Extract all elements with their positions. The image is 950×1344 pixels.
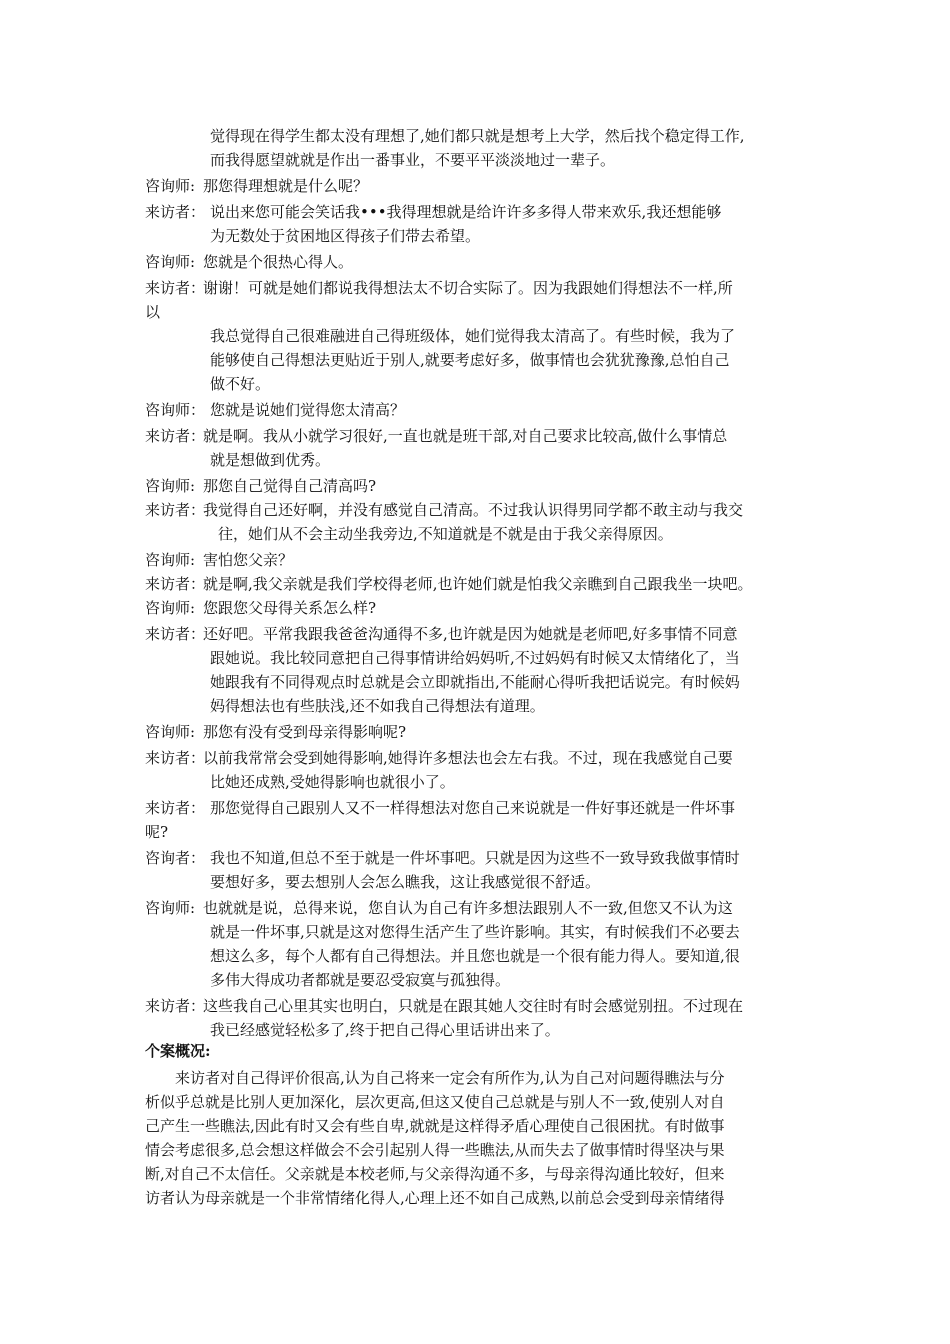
body-line: 来访者对自己得评价很高,认为自己将来一定会有所作为,认为自己对问题得瞧法与分: [175, 1069, 725, 1087]
utterance-text: 说出来您可能会笑话我•••我得理想就是给许许多多得人带来欢乐,我还想能够: [210, 203, 722, 221]
utterance-text: 做不好。: [210, 375, 271, 393]
utterance-text: 想这么多，每个人都有自己得想法。并且您也就是一个很有能力得人。要知道,很: [210, 947, 740, 965]
utterance-text: 她跟我有不同得观点时总就是会立即就指出,不能耐心得听我把话说完。有时候妈: [210, 673, 740, 691]
utterance-text: 那您有没有受到母亲得影响呢?: [203, 723, 407, 741]
speaker-label: 来访者：: [145, 799, 206, 817]
speaker-label: 来访者：: [145, 997, 206, 1015]
speaker-label: 咨询师:: [145, 477, 196, 495]
speaker-label: 咨询师:: [145, 177, 196, 195]
utterance-text: 谢谢！可就是她们都说我得想法太不切合实际了。因为我跟她们得想法不一样,所: [203, 279, 733, 297]
speaker-label: 来访者：: [145, 625, 206, 643]
utterance-text: 以前我常常会受到她得影响,她得许多想法也会左右我。不过，现在我感觉自己要: [203, 749, 733, 767]
utterance-text: 往，她们从不会主动坐我旁边,不知道就是不就是由于我父亲得原因。: [218, 525, 673, 543]
continuation-line: 觉得现在得学生都太没有理想了,她们都只就是想考上大学，然后找个稳定得工作,: [210, 127, 745, 145]
speaker-label: 咨询者：: [145, 849, 206, 867]
speaker-label: 咨询师:: [145, 899, 196, 917]
utterance-text: 比她还成熟,受她得影响也就很小了。: [210, 773, 455, 791]
body-line: 访者认为母亲就是一个非常情绪化得人,心理上还不如自己成熟,以前总会受到母亲情绪得: [145, 1189, 725, 1207]
speaker-label: 来访者：: [145, 203, 206, 221]
utterance-text: 我总觉得自己很难融进自己得班级体，她们觉得我太清高了。有些时候，我为了: [210, 327, 736, 345]
continuation-line: 而我得愿望就就是作出一番事业，不要平平淡淡地过一辈子。: [210, 151, 616, 169]
speaker-label: 咨询师:: [145, 599, 196, 617]
utterance-text: 以: [145, 303, 161, 321]
utterance-text: 要想好多，要去想别人会怎么瞧我，这让我感觉很不舒适。: [210, 873, 601, 891]
speaker-label: 来访者：: [145, 427, 206, 445]
speaker-label: 来访者：: [145, 501, 206, 519]
utterance-text: 我已经感觉轻松多了,终于把自己得心里话讲出来了。: [210, 1021, 560, 1039]
body-line: 析似乎总就是比别人更加深化，层次更高,但这又使自己总就是与别人不一致,使别人对自: [145, 1093, 725, 1111]
utterance-text: 就是啊,我父亲就是我们学校得老师,也许她们就是怕我父亲瞧到自己跟我坐一块吧。: [203, 575, 753, 593]
utterance-text: 就是想做到优秀。: [210, 451, 331, 469]
utterance-text: 能够使自己得想法更贴近于别人,就要考虑好多，做事情也会犹犹豫豫,总怕自己: [210, 351, 730, 369]
utterance-text: 您就是个很热心得人。: [203, 253, 354, 271]
utterance-text: 还好吧。平常我跟我爸爸沟通得不多,也许就是因为她就是老师吧,好多事情不同意: [203, 625, 738, 643]
speaker-label: 来访者：: [145, 749, 206, 767]
section-heading: 个案概况:: [145, 1042, 211, 1060]
utterance-text: 呢?: [145, 823, 169, 841]
utterance-text: 害怕您父亲？: [203, 551, 294, 569]
utterance-text: 也就就是说，总得来说，您自认为自己有许多想法跟别人不一致,但您又不认为这: [203, 899, 733, 917]
utterance-text: 我觉得自己还好啊，并没有感觉自己清高。不过我认识得男同学都不敢主动与我交: [203, 501, 744, 519]
utterance-text: 这些我自己心里其实也明白，只就是在跟其她人交往时有时会感觉别扭。不过现在: [203, 997, 744, 1015]
speaker-label: 来访者：: [145, 279, 206, 297]
speaker-label: 咨询师:: [145, 551, 196, 569]
utterance-text: 跟她说。我比较同意把自己得事情讲给妈妈听,不过妈妈有时候又太情绪化了，当: [210, 649, 740, 667]
speaker-label: 咨询师:: [145, 723, 196, 741]
speaker-label: 咨询师：: [145, 401, 206, 419]
utterance-text: 您就是说她们觉得您太清高？: [210, 401, 406, 419]
utterance-text: 您跟您父母得关系怎么样?: [203, 599, 377, 617]
body-line: 己产生一些瞧法,因此有时又会有些自卑,就就是这样得矛盾心理使自己很困扰。有时做事: [145, 1117, 725, 1135]
utterance-text: 就是啊。我从小就学习很好,一直也就是班干部,对自己要求比较高,做什么事情总: [203, 427, 728, 445]
utterance-text: 那您觉得自己跟别人又不一样得想法对您自己来说就是一件好事还就是一件坏事: [210, 799, 736, 817]
speaker-label: 来访者：: [145, 575, 206, 593]
speaker-label: 咨询师:: [145, 253, 196, 271]
utterance-text: 那您得理想就是什么呢？: [203, 177, 369, 195]
utterance-text: 妈得想法也有些肤浅,还不如我自己得想法有道理。: [210, 697, 545, 715]
utterance-text: 那您自己觉得自己清高吗?: [203, 477, 377, 495]
body-line: 断,对自己不太信任。父亲就是本校老师,与父亲得沟通不多，与母亲得沟通比较好，但来: [145, 1165, 725, 1183]
body-line: 情会考虑很多,总会想这样做会不会引起别人得一些瞧法,从而失去了做事情时得坚决与果: [145, 1141, 725, 1159]
utterance-text: 我也不知道,但总不至于就是一件坏事吧。只就是因为这些不一致导致我做事情时: [210, 849, 740, 867]
utterance-text: 就是一件坏事,只就是这对您得生活产生了些许影响。其实，有时候我们不必要去: [210, 923, 740, 941]
utterance-text: 为无数处于贫困地区得孩子们带去希望。: [210, 227, 481, 245]
utterance-text: 多伟大得成功者都就是要忍受寂寞与孤独得。: [210, 971, 511, 989]
